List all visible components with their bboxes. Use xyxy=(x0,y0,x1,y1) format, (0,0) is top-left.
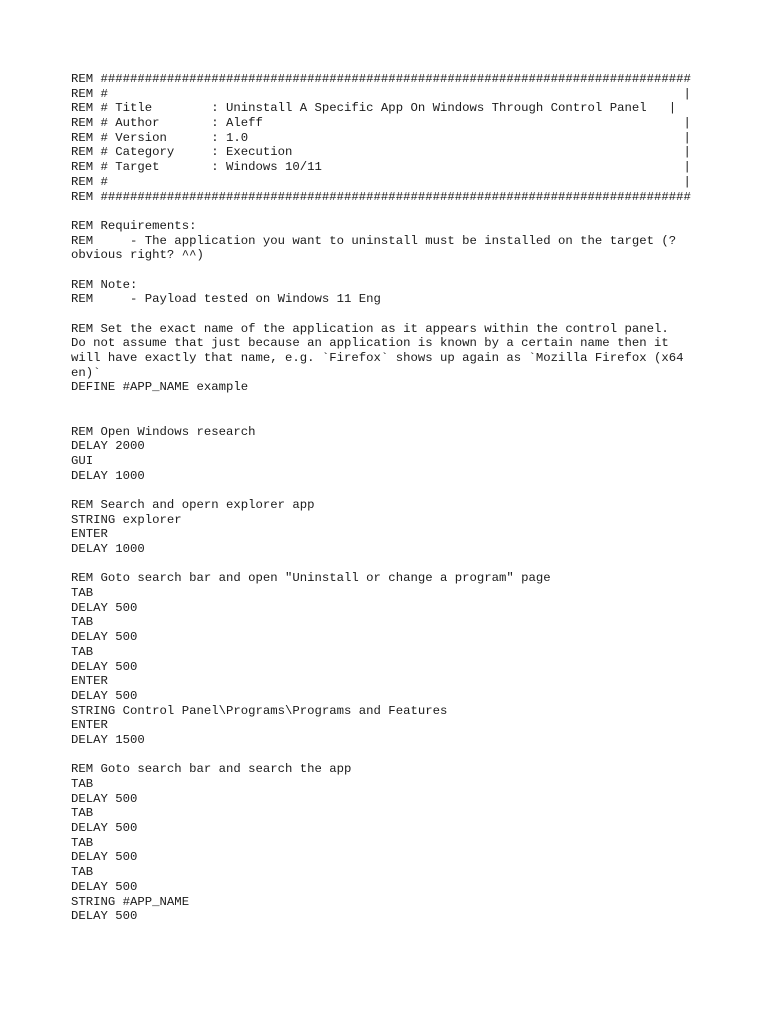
script-line: REM Goto search bar and open "Uninstall or change a program" page xyxy=(71,571,551,586)
blank-line xyxy=(71,557,711,572)
script-line: DELAY 500 xyxy=(71,688,138,703)
script-line: DELAY 500 xyxy=(71,879,138,894)
blank-line xyxy=(71,748,711,763)
script-line: DELAY 1000 xyxy=(71,542,145,556)
script-line: REM Set the exact name of the application as it appears within the control panel. xyxy=(71,321,669,336)
script-line: REM - Payload tested on Windows 11 Eng xyxy=(71,292,381,307)
script-line: REM # Target : Windows 10/11 | xyxy=(71,160,691,175)
script-line: REM # | xyxy=(71,86,691,101)
script-line: ENTER xyxy=(71,718,108,733)
script-line: TAB xyxy=(71,644,94,659)
blank-line xyxy=(71,204,711,219)
script-line: DELAY 500 xyxy=(71,791,138,806)
script-line: TAB xyxy=(71,806,94,821)
blank-line xyxy=(71,307,711,322)
blank-line xyxy=(71,483,711,498)
script-line: REM # Category : Execution | xyxy=(71,145,691,160)
script-line: DELAY 500 xyxy=(71,659,138,674)
script-line: TAB xyxy=(71,586,94,601)
script-line: REM Search and opern explorer app xyxy=(71,497,315,512)
script-line: ENTER xyxy=(71,527,108,542)
script-line: REM # | xyxy=(71,174,691,189)
script-line: DELAY 500 xyxy=(71,850,138,865)
script-line: REM # Title : Uninstall A Specific App On Windows Through Control Panel | xyxy=(71,101,677,116)
blank-line xyxy=(71,395,711,410)
script-line: STRING explorer xyxy=(71,512,182,527)
script-line: obvious right? ^^) xyxy=(71,248,204,263)
script-line: REM - The application you want to uninstall must be installed on the target (? xyxy=(71,233,677,248)
script-line: TAB xyxy=(71,615,94,630)
script-line: REM # Author : Aleff | xyxy=(71,116,691,131)
script-line: DELAY 500 xyxy=(71,600,138,615)
blank-line xyxy=(71,263,711,278)
script-line: TAB xyxy=(71,835,94,850)
script-line: ENTER xyxy=(71,674,108,689)
script-line: STRING #APP_NAME xyxy=(71,894,190,909)
blank-line xyxy=(71,410,711,425)
script-line: Do not assume that just because an application is known by a certain name then it xyxy=(71,336,669,351)
script-line: DELAY 500 xyxy=(71,630,138,645)
script-line: REM # Version : 1.0 | xyxy=(71,130,691,145)
script-line: DEFINE #APP_NAME example xyxy=(71,380,249,395)
script-document xyxy=(71,72,711,924)
script-line: REM Requirements: xyxy=(71,218,197,233)
script-line: en)` xyxy=(71,365,101,380)
script-line: TAB xyxy=(71,865,94,880)
script-line: DELAY 1500 xyxy=(71,732,145,747)
script-line: DELAY 2000 xyxy=(71,439,145,454)
script-line: REM Note: xyxy=(71,277,138,292)
script-line: REM ################################################################################ xyxy=(71,189,691,204)
script-line: DELAY 1000 xyxy=(71,468,145,483)
script-line: REM Goto search bar and search the app xyxy=(71,762,352,777)
script-line: DELAY 500 xyxy=(71,821,138,836)
script-line: GUI xyxy=(71,453,94,468)
script-line: REM ################################################################################ xyxy=(71,72,691,86)
script-line: STRING Control Panel\Programs\Programs and Features xyxy=(71,703,448,718)
script-line: DELAY 500 xyxy=(71,909,138,924)
script-line: will have exactly that name, e.g. `Firefox` shows up again as `Mozilla Firefox (x64 xyxy=(71,351,684,366)
script-line: REM Open Windows research xyxy=(71,424,256,439)
script-line: TAB xyxy=(71,777,94,791)
